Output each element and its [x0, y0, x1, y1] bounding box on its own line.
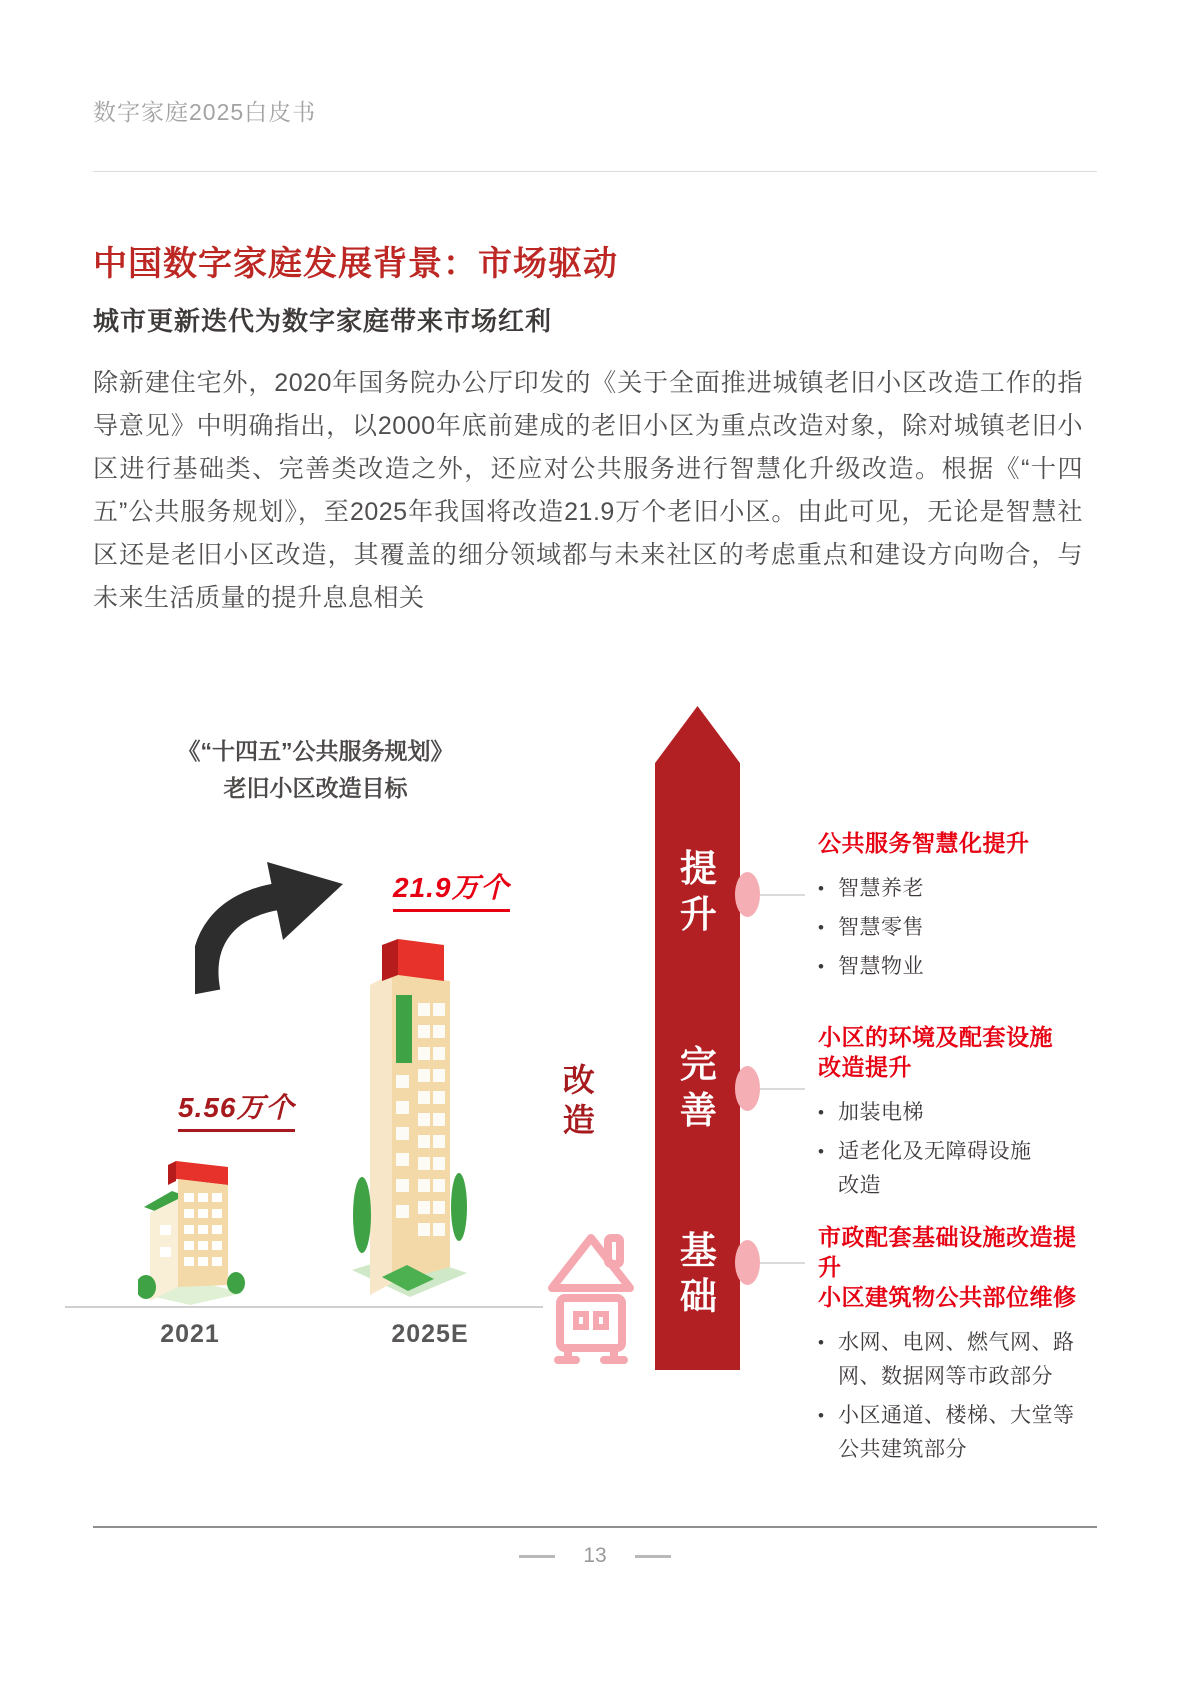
doc-header: 数字家庭2025白皮书: [93, 99, 317, 125]
value-2025: 21.9万个: [393, 866, 510, 912]
list-item: • 智慧零售: [818, 911, 1080, 945]
list-item: • 水网、电网、燃气网、路 网、数据网等市政部分: [818, 1326, 1080, 1394]
block-heading: 市政配套基础设施改造提升 小区建筑物公共部位维修: [818, 1224, 1077, 1310]
header-divider: [93, 171, 1097, 172]
connector-line: [757, 1088, 805, 1090]
bullet-dot: •: [818, 1406, 824, 1425]
connector-line: [757, 1262, 805, 1264]
bullet-dot: •: [818, 1142, 824, 1161]
house-outline-icon: [546, 1224, 636, 1369]
footer-dash: [519, 1555, 555, 1558]
bullet-dot: •: [818, 879, 824, 898]
block-municipal: [818, 1222, 1080, 1472]
bullet-dot: •: [818, 1333, 824, 1352]
list-item: • 适老化及无障碍设施 改造: [818, 1135, 1080, 1203]
bullet-dot: •: [818, 957, 824, 976]
value-2021: 5.56万个: [178, 1086, 295, 1132]
page-footer: [0, 1544, 1190, 1568]
page-number: 13: [583, 1544, 607, 1567]
axis-label-2021: 2021: [160, 1320, 220, 1348]
footer-dash: [635, 1555, 671, 1558]
bullet-dot: •: [818, 918, 824, 937]
diagram-title-line1: 《“十四五”公共服务规划》: [177, 738, 454, 764]
diagram-title: [118, 733, 513, 807]
column-level-jichu: 基础: [679, 1230, 717, 1317]
block-environment: [818, 1022, 1080, 1208]
list-item: • 加装电梯: [818, 1096, 1080, 1130]
connector-line: [757, 894, 805, 896]
block-heading: 公共服务智慧化提升: [818, 830, 1030, 856]
list-item: • 智慧物业: [818, 950, 1080, 984]
node-ellipse: [735, 1240, 760, 1285]
bullet-dot: •: [818, 1103, 824, 1122]
node-ellipse: [735, 1066, 760, 1111]
page-subtitle: 城市更新迭代为数字家庭带来市场红利: [93, 306, 553, 336]
axis-line: [65, 1306, 543, 1308]
growth-arrow-icon: [195, 852, 347, 998]
block-public-service: [818, 828, 1080, 989]
center-label: 改造: [562, 1062, 595, 1138]
node-ellipse: [735, 872, 760, 917]
list-item: • 小区通道、楼梯、大堂等 公共建筑部分: [818, 1399, 1080, 1467]
building-2025-icon: [352, 915, 467, 1305]
column-level-tisheng: 提升: [679, 848, 717, 935]
body-paragraph: 除新建住宅外，2020年国务院办公厅印发的《关于全面推进城镇老旧小区改造工作的指导意见》中明确指出，以2000年底前建成的老旧小区为重点改造对象，除对城镇老旧小区进行基础类、完善类改造之外，还应对公共服务进行智慧化升级改造。根据《“十四五”公共服务规划》，至2025年我国将改造21.9万个老旧小区。由此可见，无论是智慧社区还是老旧小区改造，其覆盖的细分领域都与未来社区的考虑重点和建设方向吻合，与未来生活质量的提升息息相关: [93, 369, 1083, 612]
building-2021-icon: [138, 1135, 246, 1305]
diagram-title-line2: 老旧小区改造目标: [223, 775, 408, 801]
footer-divider: [93, 1526, 1097, 1528]
list-item: • 智慧养老: [818, 872, 1080, 906]
axis-label-2025e: 2025E: [391, 1320, 469, 1348]
block-heading: 小区的环境及配套设施 改造提升: [818, 1024, 1053, 1080]
page-title: 中国数字家庭发展背景：市场驱动: [93, 245, 618, 283]
column-level-wanshan: 完善: [679, 1044, 717, 1131]
